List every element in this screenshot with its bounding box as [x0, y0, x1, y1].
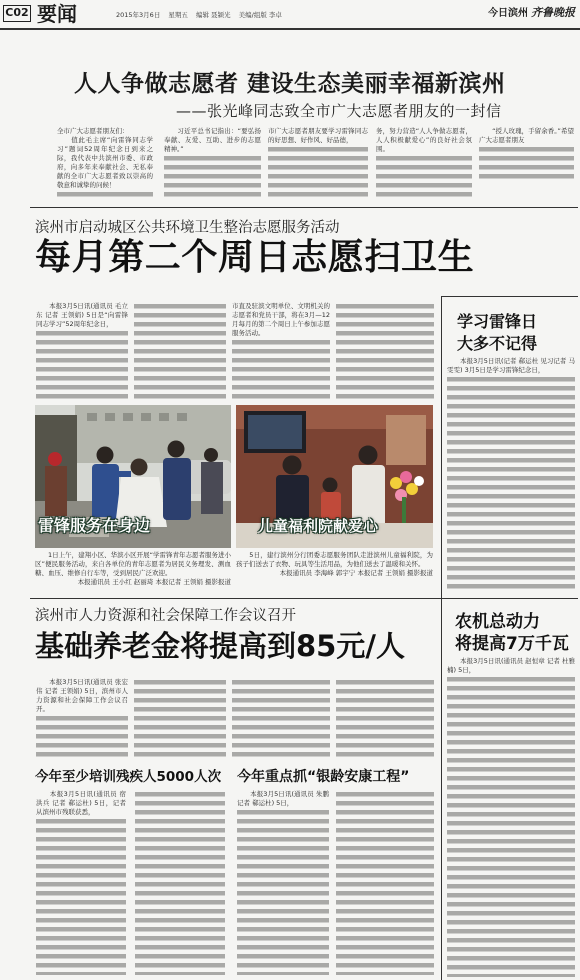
cleanup-column: [232, 302, 330, 401]
cleanup-column: [134, 302, 226, 401]
letter-headline: 人人争做志愿者 建设生态美丽幸福新滨州: [74, 71, 506, 97]
illegible-text-lines: [336, 790, 434, 975]
pension-column: [336, 678, 434, 759]
illegible-text-lines: [164, 154, 261, 199]
photo-overlay-title: 儿童福利院献爱心: [258, 517, 379, 535]
cleanup-kicker: 滨州市启动城区公共环境卫生整治志愿服务活动: [35, 220, 340, 236]
sidebar-leifeng-body: [447, 357, 575, 591]
cleanup-lead: 本报3月5日讯(通讯员 毛立东 记者 王领娟) 5日是“向雷锋同志学习”52周年纪念日，: [36, 302, 128, 328]
pension-column: [232, 678, 330, 759]
photo-caption: [35, 551, 231, 591]
photo-caption-text: 1日上午，建翔小区、华滨小区开展“学雷锋青年志愿者服务进小区”便民服务活动，来自各单位的青年志愿者为居民义务理发、测血糖、血压、维修自行车等，受到居民广泛欢迎。: [35, 551, 231, 577]
pension-lead: 本报3月5日讯(通讯员 张宏伟 记者 王领娟) 5日，滨州市人力资源和社会保障工作会议召开。: [36, 678, 128, 713]
elderly-care-headline: 今年重点抓“银龄安康工程”: [237, 769, 410, 785]
disabled-training-column: [36, 790, 126, 975]
letter-text: 市广大志愿者朋友要学习雷锋同志的好思想、好作风、好品德，: [268, 127, 368, 144]
photo-caption-text: 5日，建行滨州分行团委志愿服务团队走进滨州儿童福利院，为孩子们送去了衣物、玩具等生活用品，为他们送去了温暖和关怀。: [236, 551, 433, 568]
sidebar-farm-title: 农机总动力: [455, 612, 540, 632]
illegible-text-lines: [237, 808, 329, 975]
illegible-text-lines: [376, 154, 472, 199]
illegible-text-lines: [447, 675, 575, 977]
issue-editor: 编辑 聂颍光: [195, 11, 231, 19]
pension-headline: 基础养老金将提高到85元/人: [35, 629, 405, 663]
cleanup-column: [336, 302, 434, 401]
sidebar-leifeng-lead: 本报3月5日讯(记者 郗运杜 见习记者 马雯雯) 3月5日是学习雷锋纪念日，: [447, 357, 575, 374]
sidebar-farm-lead: 本报3月5日讯(通讯员 赵恒章 记者 杜雅楠) 5日，: [447, 657, 575, 674]
illegible-text-lines: [134, 302, 226, 401]
photo-overlay-title: 雷锋服务在身边: [38, 516, 151, 535]
illegible-text-lines: [36, 817, 126, 975]
pension-column: [36, 678, 128, 759]
illegible-text-lines: [447, 375, 575, 591]
issue-weekday: 星期五: [168, 11, 188, 19]
illegible-text-lines: [36, 329, 128, 401]
photo-volunteer-haircut: [35, 405, 231, 548]
pension-kicker: 滨州市人力资源和社会保障工作会议召开: [35, 608, 296, 624]
section-divider: [30, 598, 578, 599]
section-title: 要闻: [37, 2, 77, 26]
cleanup-column: [36, 302, 128, 401]
issue-date: 2015年3月6日: [116, 11, 161, 19]
page-number: C02: [3, 5, 31, 22]
sidebar-farm-body: [447, 657, 575, 977]
header-rule: [0, 28, 580, 30]
letter-column: [268, 127, 368, 199]
sidebar-divider: [441, 296, 442, 980]
illegible-text-lines: [57, 190, 153, 199]
illegible-text-lines: [134, 678, 226, 759]
illegible-text-lines: [36, 714, 128, 759]
illegible-text-lines: [268, 145, 368, 199]
illegible-text-lines: [336, 302, 434, 401]
cleanup-text: 市直及驻滨文明单位、文明机关的志愿者和党员干部，将在3月—12月每月的第二个周日上午参加志愿服务活动。: [232, 302, 330, 337]
disabled-training-lead: 本报3月5日讯(通讯员 宿洪兵 记者 郗运杜) 5日，记者从滨州市残联获悉，: [36, 790, 126, 816]
letter-column: [57, 127, 153, 199]
letter-text: 务，努力营造“人人争做志愿者，人人积极献爱心”的良好社会氛围。: [376, 127, 472, 153]
illegible-text-lines: [232, 678, 330, 759]
issue-meta: [116, 11, 288, 19]
illegible-text-lines: [135, 790, 225, 975]
illegible-text-lines: [479, 145, 574, 181]
letter-subhead: ——张光峰同志致全市广大志愿者朋友的一封信: [176, 102, 502, 120]
letter-column: [164, 127, 261, 199]
photo-caption: [236, 551, 433, 591]
sidebar-farm-title-line2: 将提高7万千瓦: [455, 634, 569, 654]
elderly-care-column: [237, 790, 329, 975]
issue-layout: 美编/组版 李卓: [238, 11, 282, 19]
illegible-text-lines: [232, 338, 330, 401]
section-divider: [30, 207, 578, 208]
photo-credit: 本报通讯员 王小红 赵丽琦 本报记者 王领娟 摄影报道: [77, 578, 231, 586]
disabled-training-column: [135, 790, 225, 975]
photo-credit: 本报通讯员 李海峰 郭宇宁 本报记者 王领娟 摄影报道: [279, 569, 433, 577]
letter-text: 全市广大志愿者朋友们： 值此毛主席“向雷锋同志学习”题词52周年纪念日到来之际，我代表中共滨州市委、市政府，向多年来奉献社会、无私奉献的全市广大志愿者致以崇高的敬意和诚挚的问候！: [57, 127, 153, 189]
letter-text: 习近平总书记指出：“要弘扬奉献、友爱、互助、进步的志愿精神。”: [164, 127, 261, 153]
sidebar-leifeng-title-line2: 大多不记得: [457, 334, 538, 353]
photo-orphanage-visit: [236, 405, 433, 548]
letter-column: [376, 127, 472, 199]
illegible-text-lines: [336, 678, 434, 759]
pension-column: [134, 678, 226, 759]
sidebar-top-rule: [441, 296, 578, 297]
sidebar-leifeng-title: 学习雷锋日: [457, 312, 538, 331]
letter-text: “授人玫瑰，手留余香。”希望广大志愿者朋友: [479, 127, 574, 144]
letter-column: [479, 127, 574, 181]
newspaper-logo: [488, 7, 575, 20]
paper-name: 齐鲁晚报: [531, 6, 575, 19]
cleanup-headline: 每月第二个周日志愿扫卫生: [35, 237, 475, 278]
elderly-care-lead: 本报3月5日讯(通讯员 朱鹏 记者 郗运杜) 5日，: [237, 790, 329, 807]
elderly-care-column: [336, 790, 434, 975]
paper-city: 今日滨州: [488, 8, 528, 19]
disabled-training-headline: 今年至少培训残疾人5000人次: [35, 769, 222, 785]
